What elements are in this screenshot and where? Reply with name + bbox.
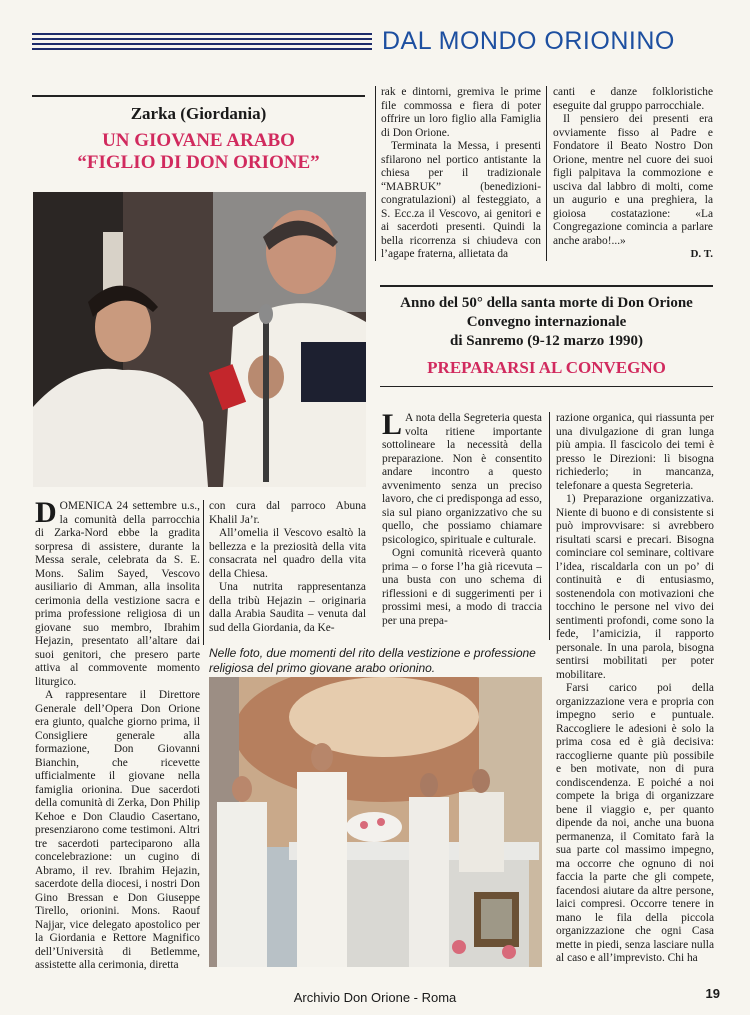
article2-paragraph: razione organica, qui riassunta per una divulgazione di gran lunga più ampia. Il fascicolo dei temi è presso le Direzioni: lì bisogna richiederlo; in mancanza, telefonare a questa Segreteria. bbox=[556, 412, 714, 492]
article1-paragraph: rak e dintorni, gremiva le prime file commossa e fiera di poter offrire un loro figlio alla Famiglia di Don Orione. bbox=[381, 86, 541, 139]
article2-headline: PREPARARSI AL CONVEGNO bbox=[427, 358, 666, 377]
article2-title-line3: di Sanremo (9-12 marzo 1990) bbox=[449, 333, 644, 349]
article1-column4 bbox=[553, 86, 713, 262]
article1-paragraph: Il pensiero dei presenti era ovviamente fisso al Padre e Fondatore il Beato Nostro Don Orione, mentre nel cuore dei suoi figli palpitava la commozione e usciva dal labbro di molti, come un augurio e una preghiera, la gioiosa costatazione: «La Congregazione comincia a parlare anche arabo!...» bbox=[553, 113, 713, 247]
column-divider bbox=[375, 86, 376, 261]
divider bbox=[32, 95, 365, 97]
photo-vestition-ceremony bbox=[33, 192, 366, 487]
article1-paragraph: All’omelia il Vescovo esaltò la bellezza e la preziosità della vita consacrata nel quadro della vita della Chiesa. bbox=[209, 527, 366, 580]
article1-headline-line2: “FIGLIO DI DON ORIONE” bbox=[77, 152, 320, 173]
article1-paragraph: canti e danze folkloristiche eseguite dal gruppo parrocchiale. bbox=[553, 86, 713, 112]
article1-paragraph: Una nutrita rappresentanza della tribù Hejazin – originaria dalla Arabia Saudita – venuta dal sud della Giordania, da Ke- bbox=[209, 581, 366, 634]
article1-headline-line1: UN GIOVANE ARABO bbox=[102, 130, 295, 151]
column-divider bbox=[203, 500, 204, 645]
divider bbox=[380, 285, 713, 287]
article1-kicker: Zarka (Giordania) bbox=[130, 104, 267, 123]
article1-headline bbox=[32, 130, 365, 174]
signature: D. T. bbox=[690, 248, 713, 260]
article1-paragraph: con cura dal parroco Abuna Khalil Ja’r. bbox=[209, 500, 366, 526]
article2-paragraph: Farsi carico poi della organizzazione vera e propria con impegno serio e puntuale. Raccogliere le adesioni è solo la prima cosa ed è già decisiva: raccoglierne quante più possibile e ben motivate, non di pura condiscendenza. E poiché a noi compete la briga di organizzare bene il viaggio e, per quanto dipende da noi, anche una buona permanenza, il Comitato farà la sua parte col massimo impegno, ma occorre che ognuno di noi faccia la parte che gli compete, facendosi aiutare da altre persone, laici compresi. Occorre tenere in mano le fila della piccola organizzazione che ogni Casa mette in piedi, senza lasciare nulla al caso e all’imprevisto. Chi ha bbox=[556, 682, 714, 964]
divider bbox=[380, 386, 713, 387]
article2-title bbox=[380, 294, 713, 351]
article1-column2 bbox=[209, 500, 366, 635]
article1-column1 bbox=[35, 496, 200, 973]
article2-paragraph: A nota della Segreteria questa volta ritiene importante sottolineare la necessità della preparazione. Non è consentito andare incontro a questo avvenimento senza un preciso lavoro, che ci predisponga ad esso, sia sul piano organizzativo che su quello, che possiamo chiamare psicologico, spirituale e culturale. bbox=[382, 412, 542, 546]
photo-caption: Nelle foto, due momenti del rito della vestizione e professione religiosa del primo giovane arabo orionino. bbox=[209, 646, 536, 675]
article2-column1 bbox=[382, 408, 542, 628]
photo-altar-ceremony bbox=[209, 677, 542, 967]
article2-title-line1: Anno del 50° della santa morte di Don Orione bbox=[400, 295, 693, 311]
page-number: 19 bbox=[705, 986, 720, 1001]
column-divider bbox=[546, 86, 547, 261]
dropcap: L bbox=[382, 408, 403, 441]
article1-paragraph: OMENICA 24 settembre u.s., la comunità della parrocchia di Zarka-Nord ebbe la gradita sorpresa di assistere, durante la Messa serale, celebrata da S. E. Mons. Salim Sayed, Vescovo ausiliario di Amman, alla insolita cerimonia della vestizione sacra e prima professione religiosa di un giovane suo membro, Ibrahim Hejazin, presentato all’altare dai suoi genitori, che presero parte attiva al commovente momento liturgico. bbox=[35, 500, 200, 688]
column-divider bbox=[549, 412, 550, 640]
article2-column2 bbox=[556, 412, 714, 966]
header-rules bbox=[32, 33, 372, 55]
article1-paragraph: Terminata la Messa, i presenti sfilarono nel portico antistante la chiesa per il tradizionale “MABRUK” (benedizioni-congratulazioni) al festeggiato, a S. Ecc.za il Vescovo, ai genitori e ai sacerdoti presenti. Quindi la bella ricorrenza si chiudeva con l’agape fraterna, allietata da bbox=[381, 140, 541, 260]
section-title: DAL MONDO ORIONINO bbox=[382, 27, 675, 55]
article2-paragraph: Ogni comunità riceverà quanto prima – o forse l’ha già ricevuta – una busta con uno schema di riflessioni e di suggerimenti per i prossimi mesi, a modo di traccia per una prepa- bbox=[382, 547, 542, 627]
dropcap: D bbox=[35, 496, 57, 529]
article2-title-line2: Convegno internazionale bbox=[466, 314, 627, 330]
article1-column3 bbox=[381, 86, 541, 262]
archive-credit: Archivio Don Orione - Roma bbox=[293, 990, 457, 1005]
article1-paragraph: A rappresentare il Direttore Generale dell’Opera Don Orione era giunto, qualche giorno prima, il Consigliere generale alla formazione, Don Giovanni Bianchin, che ricevette ufficialmente il giovane nella famiglia orionina. Due sacerdoti della comunità di Zerka, Don Philip Kehoe e Don Claudio Casertano, presenziarono come testimoni. Altri tre sacerdoti parteciparono alla concelebrazione: un cugino di Abramo, il rev. Ibrahim Hejazin, sacerdote della diocesi, i nostri Don Gino Bressan e Don Giuseppe Tirello, orionini. Mons. Raouf Najjar, vice delegato apostolico per la Giordania e Rettore Magnifico dell’Università di Betlemme, assistette alla cerimonia, diretta bbox=[35, 689, 200, 971]
article2-paragraph: 1) Preparazione organizzativa. Niente di buono e di consistente si può improvvisare: si avrebbero risultati scarsi e precari. Bisogna cominciare col seminare, coltivare l’idea, riscaldarla con un po’ di continuità e di entusiasmo, sostenendola con motivazioni che tocchino le persone nel vivo dei sentimenti profondi, come sono la fede, l’amicizia, il rapporto personale. In una parola, bisogna sentirsi mobilitati per poter mobilitare. bbox=[556, 493, 714, 681]
